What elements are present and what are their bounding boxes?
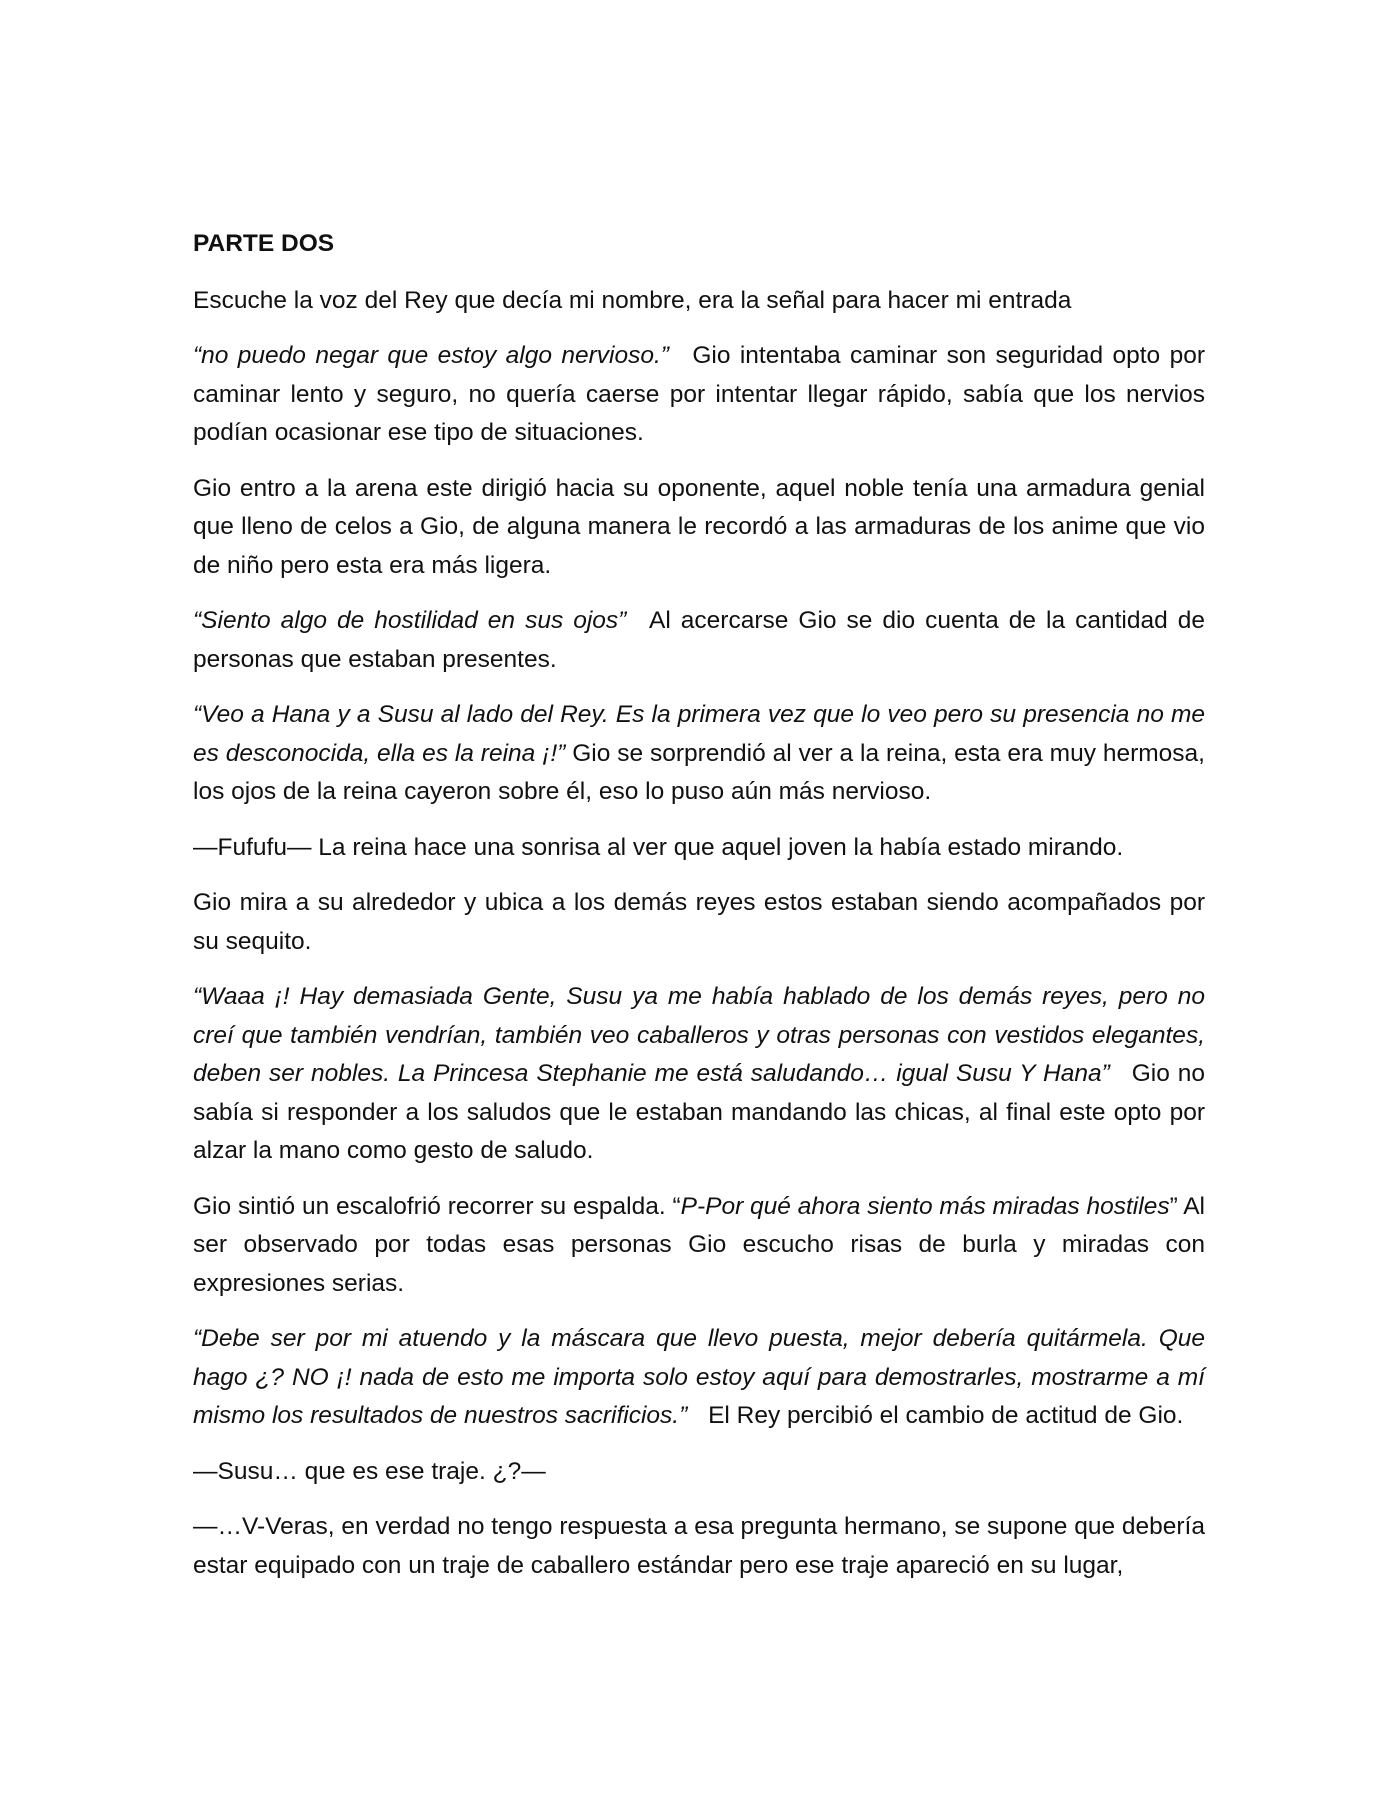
paragraph-4 [193,602,1205,679]
narration: Gio no sabía si responder a los saludos que le estaban mandando las chicas, al final este opto por alzar la mano como gesto de saludo. [193,1060,1205,1164]
chapter-heading: PARTE DOS [193,230,335,257]
narration: Gio intentaba caminar son seguridad opto por caminar lento y seguro, no quería caerse por intentar llegar rápido, sabía que los nervios podían ocasionar ese tipo de situaciones. [193,342,1205,446]
paragraph-10 [193,1320,1205,1436]
narration: Escuche la voz del Rey que decía mi nombre, era la señal para hacer mi entrada [193,286,1072,314]
narration: Gio se sorprendió al ver a la reina, esta era muy hermosa, los ojos de la reina cayeron sobre él, eso lo puso aún más nervioso. [193,739,1205,805]
paragraph-11 [193,1453,1205,1492]
paragraph-5 [193,696,1205,812]
inner-thought: “Siento algo de hostilidad en sus ojos” [193,607,627,634]
narration: Gio sintió un escalofrió recorrer su espalda. “ [193,1192,681,1220]
paragraph-6 [193,829,1205,868]
narration: Gio entro a la arena este dirigió hacia su oponente, aquel noble tenía una armadura genial que lleno de celos a Gio, de alguna manera le recordó a las armaduras de los anime que vio de niño pero esta era más ligera. [193,474,1205,579]
paragraph-7 [193,884,1205,961]
narration: El Rey percibió el cambio de actitud de Gio. [701,1402,1184,1429]
paragraph-2 [193,337,1205,453]
paragraph-3 [193,470,1205,586]
paragraph-9 [193,1188,1205,1304]
narration: Gio mira a su alrededor y ubica a los demás reyes estos estaban siendo acompañados por su sequito. [193,889,1205,955]
dialogue: —Susu… que es ese traje. ¿?— [193,1457,546,1485]
document-page [193,225,1205,1602]
inner-thought: “Waaa ¡! Hay demasiada Gente, Susu ya me había hablado de los demás reyes, pero no creí que también vendrían, también veo caballeros y otras personas con vestidos elegantes, deben ser nobles. La Princesa Stephanie me está saludando… igual Susu Y Hana” [193,983,1205,1087]
inner-thought: P-Por qué ahora siento más miradas hostiles [680,1192,1170,1220]
narration: Al acercarse Gio se dio cuenta de la cantidad de personas que estaban presentes. [193,607,1205,673]
paragraph-1 [193,282,1205,321]
dialogue: —Fufufu— La reina hace una sonrisa al ver que aquel joven la había estado mirando. [193,833,1124,861]
narration: ” Al ser observado por todas esas personas Gio escucho risas de burla y miradas con expresiones serias. [193,1192,1205,1297]
inner-thought: “Debe ser por mi atuendo y la máscara que llevo puesta, mejor debería quitármela. Que hago ¿? NO ¡! nada de esto me importa solo estoy aquí para demostrarles, mostrarme a mí mismo los resultados de nuestros sacrificios.” [193,1325,1205,1429]
dialogue: —…V-Veras, en verdad no tengo respuesta a esa pregunta hermano, se supone que debería estar equipado con un traje de caballero estándar pero ese traje apareció en su lugar, [193,1513,1205,1579]
paragraph-8 [193,978,1205,1171]
inner-thought: “Veo a Hana y a Susu al lado del Rey. Es la primera vez que lo veo pero su presencia no me es desconocida, ella es la reina ¡!” [193,701,1205,767]
paragraph-12 [193,1508,1205,1585]
inner-thought: “no puedo negar que estoy algo nervioso.” [193,342,669,369]
